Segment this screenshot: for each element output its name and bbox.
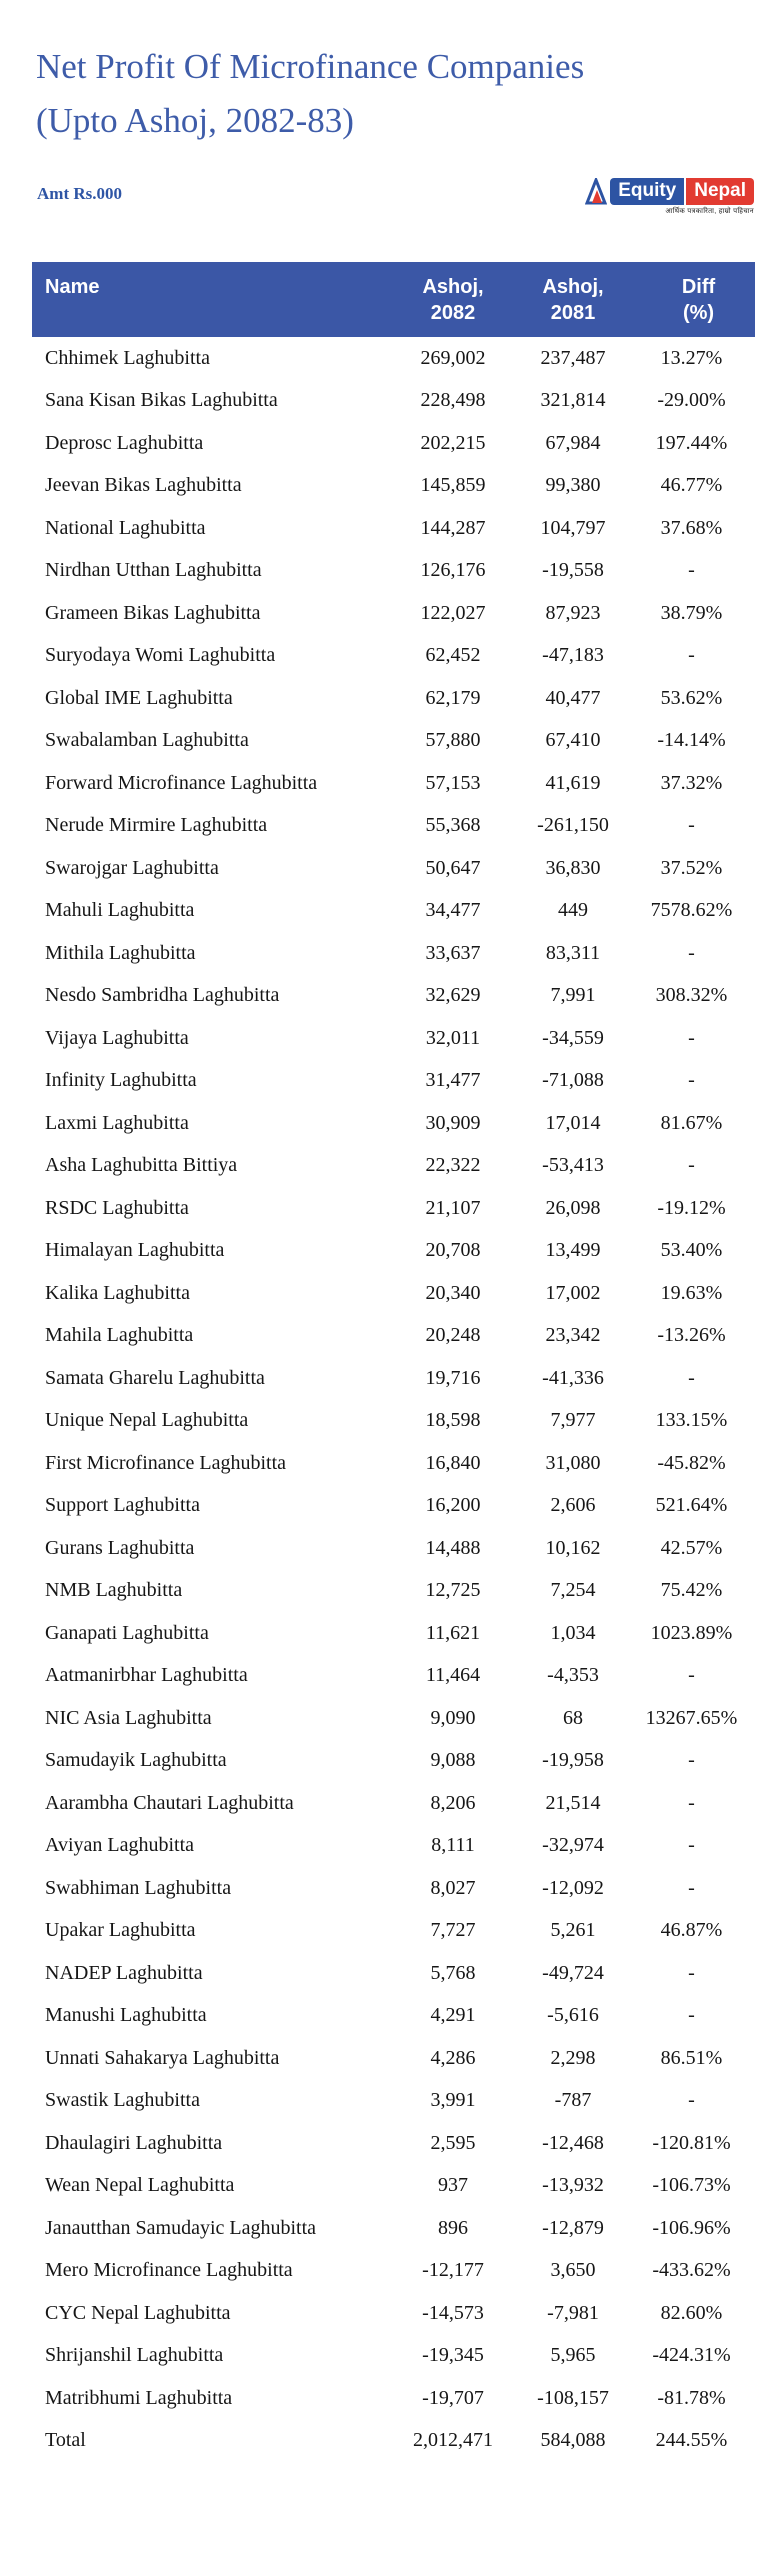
table-header-row [32, 262, 755, 337]
company-name-cell: Sana Kisan Bikas Laghubitta [45, 389, 278, 412]
company-name-cell: Dhaulagiri Laghubitta [45, 2131, 223, 2154]
table-row [32, 1145, 755, 1188]
value-2082-cell: 269,002 [420, 346, 486, 369]
table-row [32, 2037, 755, 2080]
value-2082-cell: 122,027 [420, 601, 486, 624]
table-row [32, 1570, 755, 1613]
diff-pct-cell: -14.14% [657, 729, 726, 752]
value-2081-cell: 5,965 [550, 2344, 596, 2367]
value-2082-cell: 57,153 [425, 771, 481, 794]
value-2081-cell: 26,098 [545, 1196, 601, 1219]
diff-pct-cell: - [688, 559, 695, 582]
diff-pct-cell: 13.27% [660, 346, 723, 369]
value-2081-cell: -13,932 [542, 2174, 604, 2197]
company-name-cell: Suryodaya Womi Laghubitta [45, 644, 276, 667]
value-2082-cell: 20,248 [425, 1324, 481, 1347]
diff-pct-cell: 244.55% [655, 2429, 728, 2452]
value-2081-cell: -12,879 [542, 2216, 604, 2239]
value-2082-cell: 11,464 [425, 1664, 481, 1687]
logo-row [585, 178, 754, 205]
company-name-cell: NMB Laghubitta [45, 1579, 183, 1602]
table-row [32, 1485, 755, 1528]
value-2081-cell: 36,830 [545, 856, 601, 879]
value-2082-cell: 144,287 [420, 516, 486, 539]
value-2082-cell: 202,215 [420, 431, 486, 454]
value-2081-cell: -7,981 [547, 2301, 599, 2324]
diff-pct-cell: 13267.65% [645, 1706, 738, 1729]
value-2082-cell: 2,012,471 [413, 2429, 493, 2452]
diff-pct-cell: 1023.89% [650, 1621, 733, 1644]
table-row [32, 1952, 755, 1995]
value-2081-cell: -49,724 [542, 1961, 604, 1984]
value-2082-cell: 20,708 [425, 1239, 481, 1262]
company-name-cell: Swabalamban Laghubitta [45, 729, 249, 752]
table-row [32, 592, 755, 635]
value-2082-cell: 12,725 [425, 1579, 481, 1602]
table-row [32, 847, 755, 890]
value-2082-cell: 4,291 [430, 2004, 476, 2027]
table-row [32, 2292, 755, 2335]
table-row [32, 1357, 755, 1400]
value-2082-cell: 18,598 [425, 1409, 481, 1432]
diff-pct-cell: 38.79% [660, 601, 723, 624]
table-row [32, 677, 755, 720]
column-header-name: Name [32, 262, 402, 337]
value-2081-cell: 67,410 [545, 729, 601, 752]
company-name-cell: Support Laghubitta [45, 1494, 200, 1517]
diff-pct-cell: - [688, 1791, 695, 1814]
diff-pct-cell: 82.60% [660, 2301, 723, 2324]
company-name-cell: Swarojgar Laghubitta [45, 856, 219, 879]
diff-pct-cell: -424.31% [652, 2344, 731, 2367]
diff-pct-cell: 42.57% [660, 1536, 723, 1559]
title-line-1: Net Profit Of Microfinance Companies [36, 47, 585, 86]
table-row [32, 507, 755, 550]
diff-pct-cell: -106.96% [652, 2216, 731, 2239]
value-2082-cell: 2,595 [430, 2131, 476, 2154]
value-2082-cell: 31,477 [425, 1069, 481, 1092]
value-2082-cell: 34,477 [425, 899, 481, 922]
diff-pct-cell: - [688, 644, 695, 667]
company-name-cell: Aviyan Laghubitta [45, 1834, 195, 1857]
table-row [32, 890, 755, 933]
company-name-cell: Laxmi Laghubitta [45, 1111, 189, 1134]
table-row [32, 1612, 755, 1655]
value-2082-cell: 896 [438, 2216, 468, 2239]
company-name-cell: Janautthan Samudayic Laghubitta [45, 2216, 317, 2239]
table-row [32, 2377, 755, 2420]
table-row [32, 2080, 755, 2123]
value-2081-cell: 7,254 [550, 1579, 596, 1602]
company-name-cell: RSDC Laghubitta [45, 1196, 189, 1219]
value-2081-cell: 40,477 [545, 686, 601, 709]
column-header-ashoj-2081: Ashoj, 2081 [504, 262, 642, 337]
value-2081-cell: -12,092 [542, 1876, 604, 1899]
value-2081-cell: 13,499 [545, 1239, 601, 1262]
diff-pct-cell: 7578.62% [650, 899, 733, 922]
company-name-cell: Unnati Sahakarya Laghubitta [45, 2046, 280, 2069]
value-2081-cell: 5,261 [550, 1919, 596, 1942]
value-2082-cell: 62,452 [425, 644, 481, 667]
table-row [32, 2250, 755, 2293]
diff-pct-cell: 19.63% [660, 1281, 723, 1304]
value-2081-cell: -32,974 [542, 1834, 604, 1857]
value-2082-cell: 33,637 [425, 941, 481, 964]
value-2082-cell: 20,340 [425, 1281, 481, 1304]
company-name-cell: Samata Gharelu Laghubitta [45, 1366, 265, 1389]
value-2081-cell: -41,336 [542, 1366, 604, 1389]
diff-pct-cell: -19.12% [657, 1196, 726, 1219]
company-name-cell: Jeevan Bikas Laghubitta [45, 474, 242, 497]
diff-pct-cell: - [688, 1961, 695, 1984]
table-row [32, 2122, 755, 2165]
value-2081-cell: -53,413 [542, 1154, 604, 1177]
company-name-cell: NIC Asia Laghubitta [45, 1706, 212, 1729]
diff-pct-cell: - [688, 1876, 695, 1899]
value-2081-cell: 584,088 [540, 2429, 606, 2452]
value-2082-cell: 9,090 [430, 1706, 476, 1729]
company-name-cell: Nirdhan Utthan Laghubitta [45, 559, 262, 582]
value-2082-cell: -19,345 [422, 2344, 484, 2367]
table-row [32, 805, 755, 848]
diff-pct-cell: 81.67% [660, 1111, 723, 1134]
diff-pct-cell: -106.73% [652, 2174, 731, 2197]
logo-equity-text: Equity [610, 178, 684, 205]
table-row [32, 422, 755, 465]
table-row [32, 1995, 755, 2038]
company-name-cell: Asha Laghubitta Bittiya [45, 1154, 238, 1177]
company-name-cell: Ganapati Laghubitta [45, 1621, 209, 1644]
diff-pct-cell: - [688, 941, 695, 964]
value-2081-cell: 1,034 [550, 1621, 596, 1644]
column-header-ashoj-2082: Ashoj, 2082 [402, 262, 504, 337]
diff-pct-cell: -29.00% [657, 389, 726, 412]
value-2081-cell: 10,162 [545, 1536, 601, 1559]
value-2081-cell: 87,923 [545, 601, 601, 624]
company-name-cell: Grameen Bikas Laghubitta [45, 601, 261, 624]
mountain-triangle-icon [585, 178, 607, 205]
diff-pct-cell: - [688, 2089, 695, 2112]
value-2081-cell: 68 [563, 1706, 583, 1729]
table-row [32, 720, 755, 763]
diff-pct-cell: 197.44% [655, 431, 728, 454]
company-name-cell: Nerude Mirmire Laghubitta [45, 814, 268, 837]
company-name-cell: CYC Nepal Laghubitta [45, 2301, 231, 2324]
value-2081-cell: 31,080 [545, 1451, 601, 1474]
table-header [32, 262, 755, 337]
value-2082-cell: 3,991 [430, 2089, 476, 2112]
company-name-cell: First Microfinance Laghubitta [45, 1451, 287, 1474]
value-2082-cell: 50,647 [425, 856, 481, 879]
company-name-cell: Matribhumi Laghubitta [45, 2386, 233, 2409]
value-2082-cell: 62,179 [425, 686, 481, 709]
table-row [32, 762, 755, 805]
table-row [32, 2165, 755, 2208]
table-row [32, 1187, 755, 1230]
value-2082-cell: 145,859 [420, 474, 486, 497]
value-2081-cell: -47,183 [542, 644, 604, 667]
value-2081-cell: -34,559 [542, 1026, 604, 1049]
value-2081-cell: 321,814 [540, 389, 606, 412]
value-2082-cell: 14,488 [425, 1536, 481, 1559]
value-2081-cell: -4,353 [547, 1664, 599, 1687]
logo-tagline: आर्थिक पत्रकारिता, हाम्रो पहिचान [665, 208, 754, 215]
value-2082-cell: 57,880 [425, 729, 481, 752]
diff-pct-cell: 37.32% [660, 771, 723, 794]
value-2081-cell: 3,650 [550, 2259, 596, 2282]
company-name-cell: Mero Microfinance Laghubitta [45, 2259, 293, 2282]
value-2082-cell: 937 [438, 2174, 468, 2197]
table-row [32, 1527, 755, 1570]
value-2081-cell: 83,311 [545, 941, 601, 964]
value-2081-cell: -71,088 [542, 1069, 604, 1092]
company-name-cell: Nesdo Sambridha Laghubitta [45, 984, 280, 1007]
diff-pct-cell: - [688, 1069, 695, 1092]
table-row [32, 337, 755, 380]
company-name-cell: Mithila Laghubitta [45, 941, 196, 964]
diff-pct-cell: 53.62% [660, 686, 723, 709]
diff-pct-cell: -45.82% [657, 1451, 726, 1474]
diff-pct-cell: 75.42% [660, 1579, 723, 1602]
table-row [32, 1315, 755, 1358]
table-row [32, 1655, 755, 1698]
company-name-cell: Swastik Laghubitta [45, 2089, 200, 2112]
page-title [36, 40, 732, 148]
table-row [32, 1697, 755, 1740]
diff-pct-cell: 37.52% [660, 856, 723, 879]
value-2082-cell: 9,088 [430, 1749, 476, 1772]
value-2081-cell: -787 [554, 2089, 592, 2112]
diff-pct-cell: -13.26% [657, 1324, 726, 1347]
company-name-cell: Aarambha Chautari Laghubitta [45, 1791, 294, 1814]
company-name-cell: Gurans Laghubitta [45, 1536, 195, 1559]
table-row [32, 975, 755, 1018]
company-name-cell: Swabhiman Laghubitta [45, 1876, 232, 1899]
company-name-cell: Forward Microfinance Laghubitta [45, 771, 318, 794]
value-2081-cell: -12,468 [542, 2131, 604, 2154]
diff-pct-cell: 46.77% [660, 474, 723, 497]
table-row [32, 1740, 755, 1783]
diff-pct-cell: - [688, 1366, 695, 1389]
value-2081-cell: 21,514 [545, 1791, 601, 1814]
amount-unit-label: Amt Rs.000 [37, 184, 122, 203]
value-2081-cell: 7,991 [550, 984, 596, 1007]
company-name-cell: Manushi Laghubitta [45, 2004, 207, 2027]
company-name-cell: Vijaya Laghubitta [45, 1026, 189, 1049]
diff-pct-cell: - [688, 814, 695, 837]
table-row [32, 380, 755, 423]
value-2082-cell: 8,027 [430, 1876, 476, 1899]
value-2081-cell: 104,797 [540, 516, 606, 539]
company-name-cell: Deprosc Laghubitta [45, 431, 204, 454]
table-row [32, 2335, 755, 2378]
diff-pct-cell: - [688, 1154, 695, 1177]
table-row [32, 1272, 755, 1315]
company-name-cell: Mahila Laghubitta [45, 1324, 194, 1347]
table-row [32, 1102, 755, 1145]
company-name-cell: Unique Nepal Laghubitta [45, 1409, 249, 1432]
value-2081-cell: 41,619 [545, 771, 601, 794]
value-2082-cell: 19,716 [425, 1366, 481, 1389]
value-2081-cell: 17,002 [545, 1281, 601, 1304]
value-2081-cell: 23,342 [545, 1324, 601, 1347]
diff-pct-cell: 308.32% [655, 984, 728, 1007]
value-2082-cell: 22,322 [425, 1154, 481, 1177]
company-name-cell: Infinity Laghubitta [45, 1069, 197, 1092]
value-2082-cell: 5,768 [430, 1961, 476, 1984]
value-2081-cell: -19,558 [542, 559, 604, 582]
value-2082-cell: 32,629 [425, 984, 481, 1007]
table-row [32, 465, 755, 508]
company-name-cell: Kalika Laghubitta [45, 1281, 190, 1304]
value-2081-cell: 2,606 [550, 1494, 596, 1517]
diff-pct-cell: -120.81% [652, 2131, 731, 2154]
value-2082-cell: 11,621 [425, 1621, 481, 1644]
value-2081-cell: -19,958 [542, 1749, 604, 1772]
company-name-cell: Aatmanirbhar Laghubitta [45, 1664, 248, 1687]
company-name-cell: Wean Nepal Laghubitta [45, 2174, 235, 2197]
table-row [32, 1060, 755, 1103]
value-2082-cell: 16,200 [425, 1494, 481, 1517]
diff-pct-cell: 521.64% [655, 1494, 728, 1517]
diff-pct-cell: -81.78% [657, 2386, 726, 2409]
table-row [32, 1867, 755, 1910]
company-name-cell: Global IME Laghubitta [45, 686, 233, 709]
value-2082-cell: 21,107 [425, 1196, 481, 1219]
company-name-cell: Mahuli Laghubitta [45, 899, 195, 922]
value-2081-cell: 2,298 [550, 2046, 596, 2069]
value-2082-cell: -14,573 [422, 2301, 484, 2324]
table-row [32, 1442, 755, 1485]
logo-nepal-text: Nepal [686, 178, 754, 205]
diff-pct-cell: - [688, 1664, 695, 1687]
value-2082-cell: 16,840 [425, 1451, 481, 1474]
table-body [32, 337, 755, 2462]
value-2081-cell: 449 [558, 899, 588, 922]
diff-pct-cell: 37.68% [660, 516, 723, 539]
value-2082-cell: 8,111 [431, 1834, 475, 1857]
company-name-cell: Shrijanshil Laghubitta [45, 2344, 224, 2367]
table-row [32, 1230, 755, 1273]
total-row [32, 2420, 755, 2463]
company-name-cell: Upakar Laghubitta [45, 1919, 196, 1942]
value-2082-cell: 55,368 [425, 814, 481, 837]
table-row [32, 1400, 755, 1443]
diff-pct-cell: - [688, 1834, 695, 1857]
table-row [32, 1825, 755, 1868]
company-name-cell: NADEP Laghubitta [45, 1961, 203, 1984]
column-header-diff-pct: Diff (%) [642, 262, 755, 337]
company-name-cell: Chhimek Laghubitta [45, 346, 210, 369]
value-2082-cell: -12,177 [422, 2259, 484, 2282]
diff-pct-cell: 53.40% [660, 1239, 723, 1262]
value-2082-cell: 8,206 [430, 1791, 476, 1814]
company-name-cell: Himalayan Laghubitta [45, 1239, 225, 1262]
table-row [32, 550, 755, 593]
diff-pct-cell: - [688, 1026, 695, 1049]
table-row [32, 1017, 755, 1060]
value-2081-cell: 67,984 [545, 431, 601, 454]
diff-pct-cell: 133.15% [655, 1409, 728, 1432]
net-profit-table [32, 262, 755, 2462]
value-2081-cell: 17,014 [545, 1111, 601, 1134]
table-row [32, 635, 755, 678]
value-2081-cell: 7,977 [550, 1409, 596, 1432]
value-2082-cell: 4,286 [430, 2046, 476, 2069]
diff-pct-cell: - [688, 1749, 695, 1772]
table-row [32, 1782, 755, 1825]
table-row [32, 1910, 755, 1953]
value-2082-cell: 32,011 [425, 1026, 481, 1049]
company-name-cell: Total [45, 2429, 86, 2452]
diff-pct-cell: - [688, 2004, 695, 2027]
equity-nepal-logo [585, 178, 754, 216]
diff-pct-cell: 86.51% [660, 2046, 723, 2069]
value-2082-cell: 126,176 [420, 559, 486, 582]
diff-pct-cell: 46.87% [660, 1919, 723, 1942]
subheader-row [37, 178, 754, 216]
company-name-cell: National Laghubitta [45, 516, 206, 539]
table-row [32, 2207, 755, 2250]
value-2081-cell: -261,150 [537, 814, 609, 837]
value-2081-cell: 99,380 [545, 474, 601, 497]
diff-pct-cell: -433.62% [652, 2259, 731, 2282]
value-2081-cell: -5,616 [547, 2004, 599, 2027]
table-row [32, 932, 755, 975]
value-2081-cell: 237,487 [540, 346, 606, 369]
value-2082-cell: 7,727 [430, 1919, 476, 1942]
value-2081-cell: -108,157 [537, 2386, 609, 2409]
company-name-cell: Samudayik Laghubitta [45, 1749, 227, 1772]
value-2082-cell: -19,707 [422, 2386, 484, 2409]
title-line-2: (Upto Ashoj, 2082-83) [36, 101, 354, 140]
value-2082-cell: 30,909 [425, 1111, 481, 1134]
value-2082-cell: 228,498 [420, 389, 486, 412]
